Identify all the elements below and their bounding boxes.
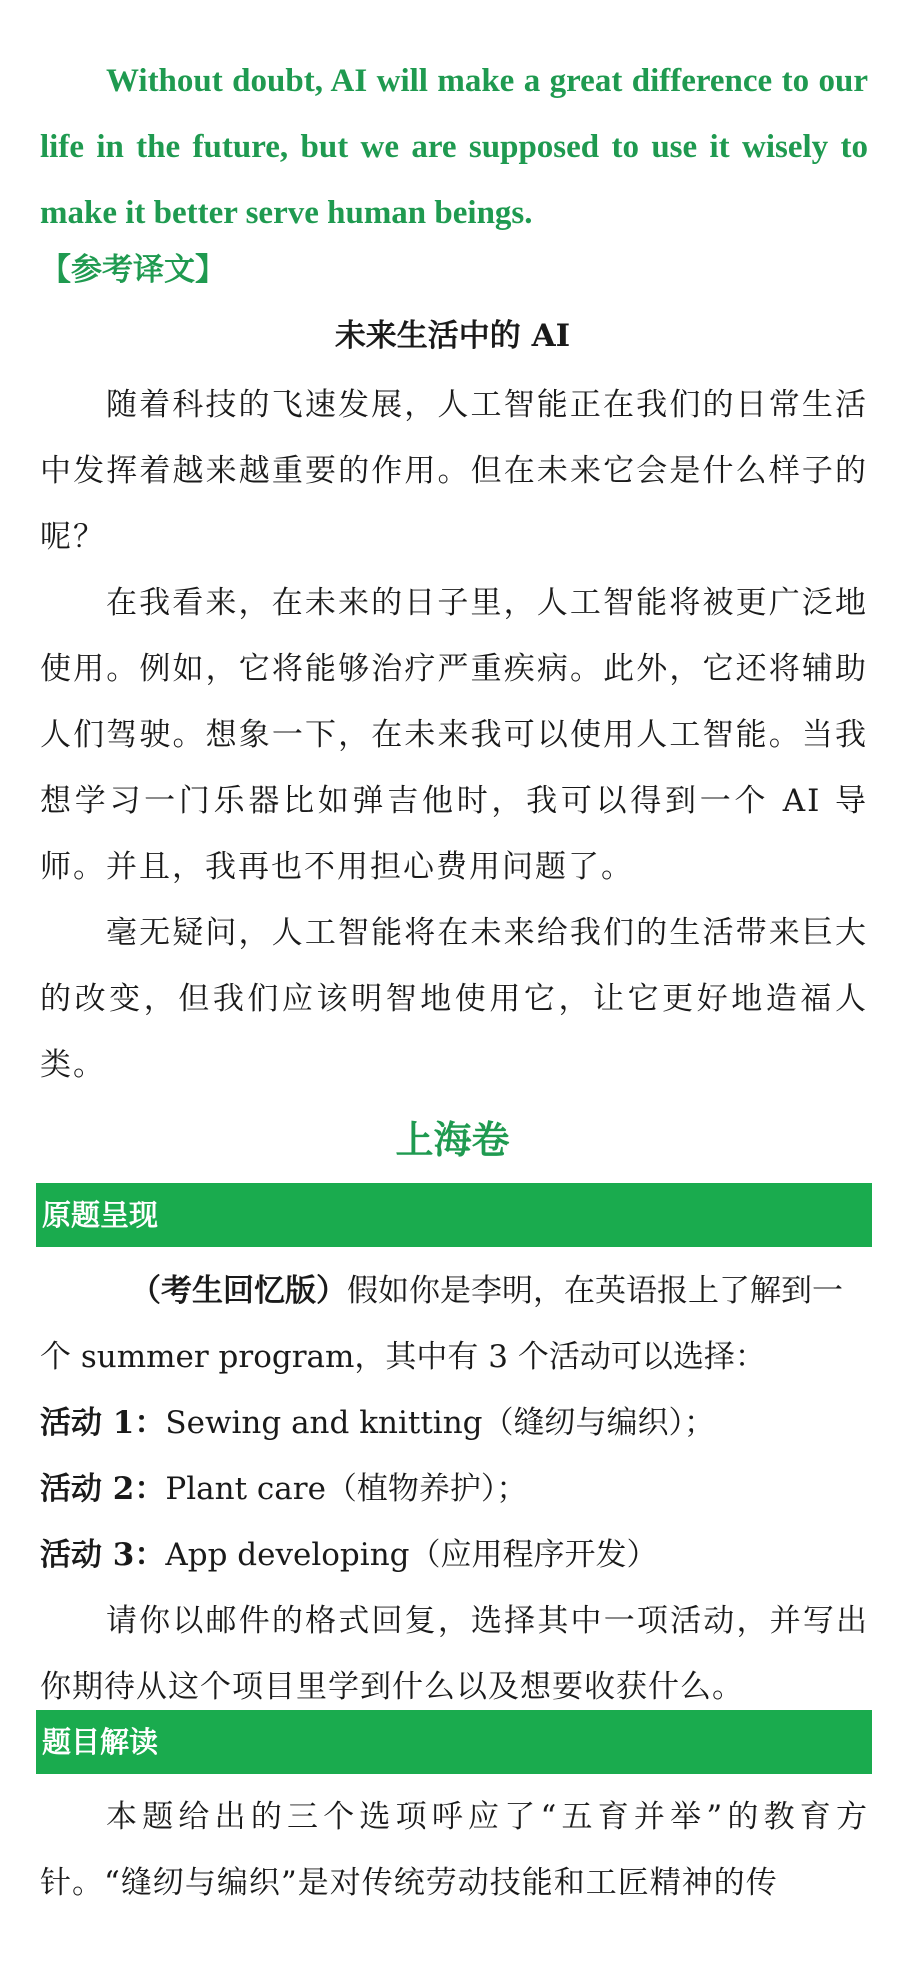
- analysis-text: 本题给出的三个选项呼应了“五育并举”的教育方针。“缝纫与编织”是对传统劳动技能和工匠精神的传: [40, 1799, 868, 1901]
- analysis-header: 题目解读: [42, 1725, 159, 1759]
- activity-text: Sewing and knitting（缝纫与编织）；: [165, 1405, 716, 1441]
- section-title: 上海卷: [395, 1118, 510, 1162]
- activity-item: [40, 1522, 868, 1588]
- activity-text: App developing（应用程序开发）: [165, 1537, 658, 1573]
- question-intro: [40, 1258, 868, 1390]
- activity-label: 活动 3：: [40, 1537, 166, 1573]
- activity-label: 活动 2：: [40, 1471, 166, 1507]
- activity-text: Plant care（植物养护）；: [165, 1471, 528, 1507]
- question-intro-text: 假如你是李明，在英语报上了解到一个 summer program，其中有 3 个活动可以选择：: [40, 1273, 843, 1375]
- original-question-header: 原题呈现: [42, 1198, 159, 1232]
- activity-item: [40, 1456, 868, 1522]
- analysis-header-bar: [36, 1710, 872, 1774]
- reference-translation-label: 【参考译文】: [40, 252, 226, 288]
- question-task: 请你以邮件的格式回复，选择其中一项活动，并写出你期待从这个项目里学到什么以及想要收获什么。: [40, 1603, 868, 1705]
- english-paragraph: Without doubt, AI will make a great difference to our life in the future, but we are supposed to use it wisely to make it better serve human beings.: [40, 63, 868, 231]
- translation-title: 未来生活中的 AI: [334, 318, 571, 354]
- activity-label: 活动 1：: [40, 1405, 166, 1441]
- activity-item: [40, 1390, 868, 1456]
- original-question-header-bar: [36, 1183, 872, 1247]
- translation-paragraph: 在我看来，在未来的日子里，人工智能将被更广泛地使用。例如，它将能够治疗严重疾病。此外，它还将辅助人们驾驶。想象一下，在未来我可以使用人工智能。当我想学习一门乐器比如弹吉他时，我可以得到一个 AI 导师。并且，我再也不用担心费用问题了。: [40, 585, 868, 885]
- translation-paragraph: 随着科技的飞速发展，人工智能正在我们的日常生活中发挥着越来越重要的作用。但在未来它会是什么样子的呢？: [40, 387, 868, 555]
- translation-paragraph: 毫无疑问，人工智能将在未来给我们的生活带来巨大的改变，但我们应该明智地使用它，让它更好地造福人类。: [40, 915, 868, 1083]
- version-tag: （考生回忆版）: [130, 1273, 347, 1309]
